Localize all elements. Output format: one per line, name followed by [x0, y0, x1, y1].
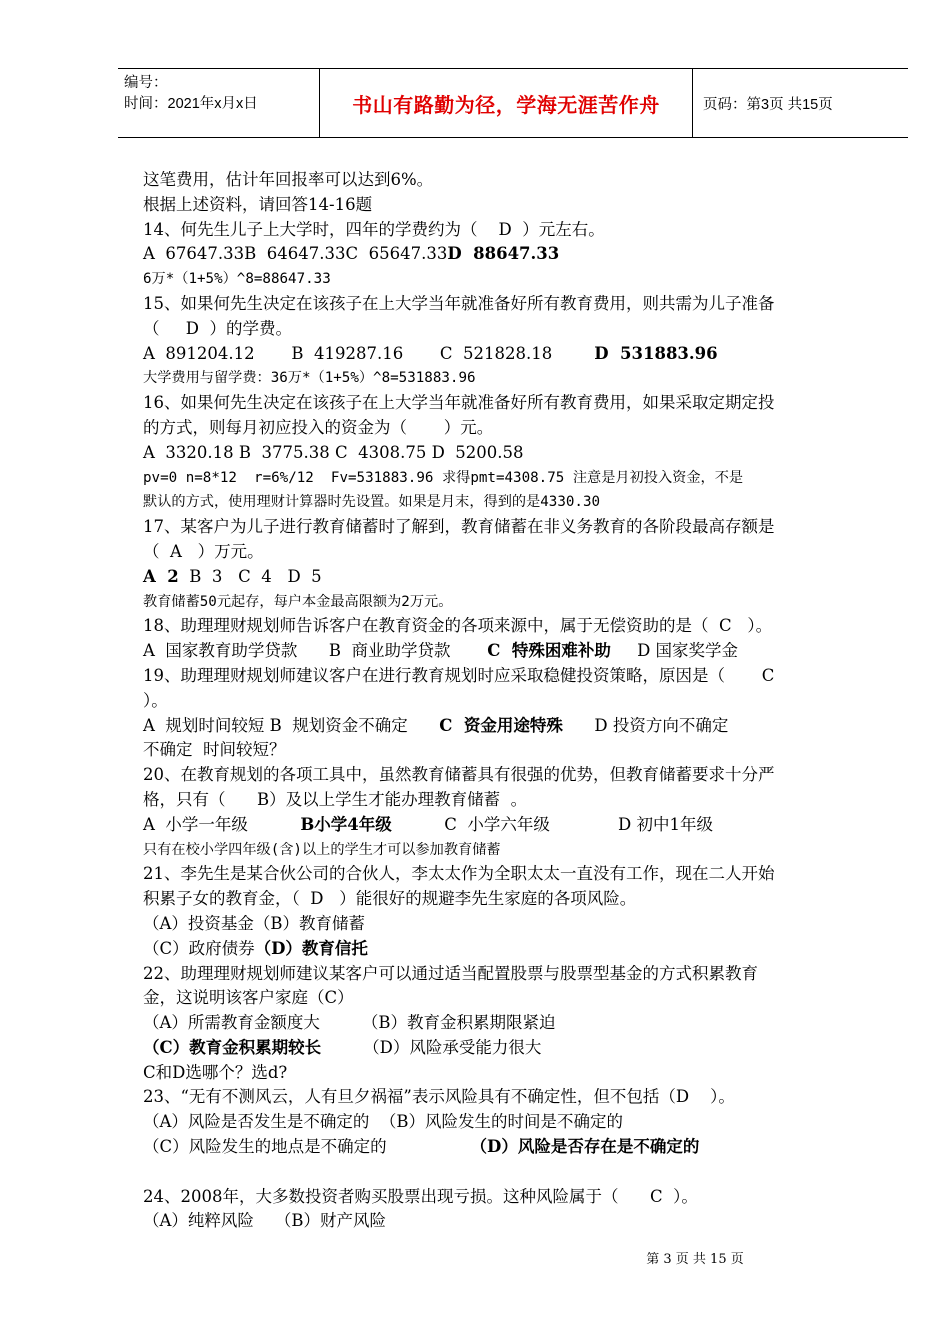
answer-note-line [143, 366, 885, 391]
answer-note-line [143, 267, 885, 292]
text-line [143, 862, 885, 887]
bold-answer: （D）教育信托 [254, 938, 368, 958]
text-line [143, 441, 885, 466]
text-line [143, 937, 885, 962]
answer-note-line [143, 490, 885, 515]
text-line [143, 540, 885, 565]
text-line [143, 912, 885, 937]
text-line [143, 391, 885, 416]
line-text: 默认的方式，使用理财计算器时先设置。如果是月末，得到的是4330.30 [143, 494, 601, 511]
line-text: A 规划时间较短 B 规划资金不确定 [143, 715, 440, 735]
line-text: 的方式，则每月初应投入的资金为（ ）元。 [143, 417, 494, 437]
line-text: B 3 C 4 D 5 [178, 566, 322, 586]
text-line [143, 565, 885, 590]
line-text: 22、助理理财规划师建议某客户可以通过适当配置股票与股票型基金的方式积累教育 [143, 963, 758, 983]
text-line [143, 1061, 885, 1086]
bold-answer: D 88647.33 [447, 244, 560, 264]
line-text: 只有在校小学四年级(含)以上的学生才可以参加教育储蓄 [143, 841, 501, 858]
line-text: （ A ）万元。 [143, 541, 264, 561]
blank-line [143, 1160, 885, 1185]
text-line [143, 193, 885, 218]
text-line [143, 1036, 885, 1061]
line-text: （A）投资基金（B）教育储蓄 [143, 913, 366, 933]
line-text: 18、助理理财规划师告诉客户在教育资金的各项来源中，属于无偿资助的是（ C ）。 [143, 616, 773, 636]
line-text: 14、何先生儿子上大学时，四年的学费约为（ D ）元左右。 [143, 219, 605, 239]
bold-answer: （C）教育金积累期较长 [143, 1037, 322, 1057]
text-line [143, 242, 885, 267]
line-text: D 投资方向不确定 [562, 715, 729, 735]
document-number-label: 编号： [124, 75, 168, 91]
text-line [143, 168, 885, 193]
text-line [143, 664, 885, 689]
text-line [143, 788, 885, 813]
text-line [143, 813, 885, 838]
text-line [143, 292, 885, 317]
line-text: （C）政府债券 [143, 938, 255, 958]
line-text: 15、如果何先生决定在该孩子在上大学当年就准备好所有教育费用，则共需为儿子准备 [143, 293, 775, 313]
page-header [118, 68, 908, 138]
text-line [143, 1085, 885, 1110]
text-line [143, 763, 885, 788]
text-line [143, 317, 885, 342]
line-text: 格，只有（ B）及以上学生才能办理教育储蓄 。 [143, 789, 528, 809]
line-text: A 小学一年级 [143, 814, 301, 834]
text-line [143, 1185, 885, 1210]
line-text: 16、如果何先生决定在该孩子在上大学当年就准备好所有教育费用，如果采取定期定投 [143, 393, 775, 413]
line-text: （A）风险是否发生是不确定的 （B）风险发生的时间是不确定的 [143, 1112, 624, 1132]
text-line [143, 689, 885, 714]
line-text: （D）风险承受能力很大 [321, 1037, 542, 1057]
line-text: 根据上述资料，请回答14-16题 [143, 194, 373, 214]
document-date: 时间：2021年x月x日 [124, 96, 258, 112]
text-line [143, 1110, 885, 1135]
line-text: 19、助理理财规划师建议客户在进行教育规划时应采取稳健投资策略，原因是（ C [143, 665, 775, 685]
text-line [143, 515, 885, 540]
bold-answer: B小学4年级 [300, 814, 392, 834]
answer-note-line [143, 590, 885, 615]
text-line [143, 887, 885, 912]
line-text: 积累子女的教育金，（ D ）能很好的规避李先生家庭的各项风险。 [143, 889, 637, 909]
line-text: C和D选哪个？选d? [143, 1062, 288, 1082]
text-line [143, 416, 885, 441]
line-text: A 891204.12 B 419287.16 C 521828.18 [143, 343, 595, 363]
line-text: 6万*（1+5%）^8=88647.33 [143, 271, 331, 288]
line-text: ）。 [143, 690, 168, 710]
bold-answer: C 资金用途特殊 [439, 715, 563, 735]
line-text: pv=0 n=8*12 r=6%/12 Fv=531883.96 求得pmt=4308.75 注意是月初投入资金，不是 [143, 469, 744, 486]
line-text: 21、李先生是某合伙公司的合伙人，李太太作为全职太太一直没有工作，现在二人开始 [143, 864, 775, 884]
text-line [143, 962, 885, 987]
line-text: A 67647.33B 64647.33C 65647.33 [143, 244, 448, 264]
text-line [143, 738, 885, 763]
line-text: 金，这说明该客户家庭（C） [143, 988, 354, 1008]
text-line [143, 342, 885, 367]
bold-answer: C 特殊困难补助 [487, 641, 611, 661]
document-body [143, 168, 885, 1234]
answer-note-line [143, 466, 885, 491]
line-text: D 国家奖学金 [610, 641, 739, 661]
line-text: （A）纯粹风险 （B）财产风险 [143, 1211, 387, 1231]
line-text: （C）风险发生的地点是不确定的 [143, 1137, 471, 1157]
answer-note-line [143, 838, 885, 863]
text-line [143, 614, 885, 639]
line-text: 24、2008年，大多数投资者购买股票出现亏损。这种风险属于（ C ）。 [143, 1186, 698, 1206]
text-line [143, 986, 885, 1011]
line-text: A 国家教育助学贷款 B 商业助学贷款 [143, 641, 488, 661]
line-text: 23、“无有不测风云，人有旦夕祸福”表示风险具有不确定性，但不包括（D ）。 [143, 1087, 735, 1107]
text-line [143, 1209, 885, 1234]
header-motto: 书山有路勤为径，学海无涯苦作舟 [320, 69, 693, 137]
line-text: 不确定 时间较短？ [143, 740, 286, 760]
line-text: 20、在教育规划的各项工具中，虽然教育储蓄具有很强的优势，但教育储蓄要求十分严 [143, 765, 775, 785]
line-text: 17、某客户为儿子进行教育储蓄时了解到，教育储蓄在非义务教育的各阶段最高存额是 [143, 517, 775, 537]
line-text: 教育储蓄50元起存，每户本金最高限额为2万元。 [143, 593, 453, 610]
text-line [143, 714, 885, 739]
text-line [143, 1135, 885, 1160]
header-meta [118, 69, 320, 137]
line-text: A 3320.18 B 3775.38 C 4308.75 D 5200.58 [143, 442, 524, 462]
bold-answer: （D）风险是否存在是不确定的 [470, 1137, 700, 1157]
bold-answer: A 2 [143, 566, 179, 586]
line-text: 这笔费用，估计年回报率可以达到6%。 [143, 170, 434, 189]
bold-answer: D 531883.96 [594, 343, 718, 363]
line-text: （ D ）的学费。 [143, 318, 292, 338]
text-line [143, 218, 885, 243]
line-text: （A）所需教育金额度大 （B）教育金积累期限紧迫 [143, 1013, 556, 1033]
line-text: 大学费用与留学费：36万*（1+5%）^8=531883.96 [143, 370, 476, 387]
line-text: C 小学六年级 D 初中1年级 [391, 814, 714, 834]
text-line [143, 639, 885, 664]
text-line [143, 1011, 885, 1036]
header-page-info: 页码：第3页 共15页 [703, 96, 833, 113]
page-footer: 第 3 页 共 15 页 [646, 1252, 744, 1267]
